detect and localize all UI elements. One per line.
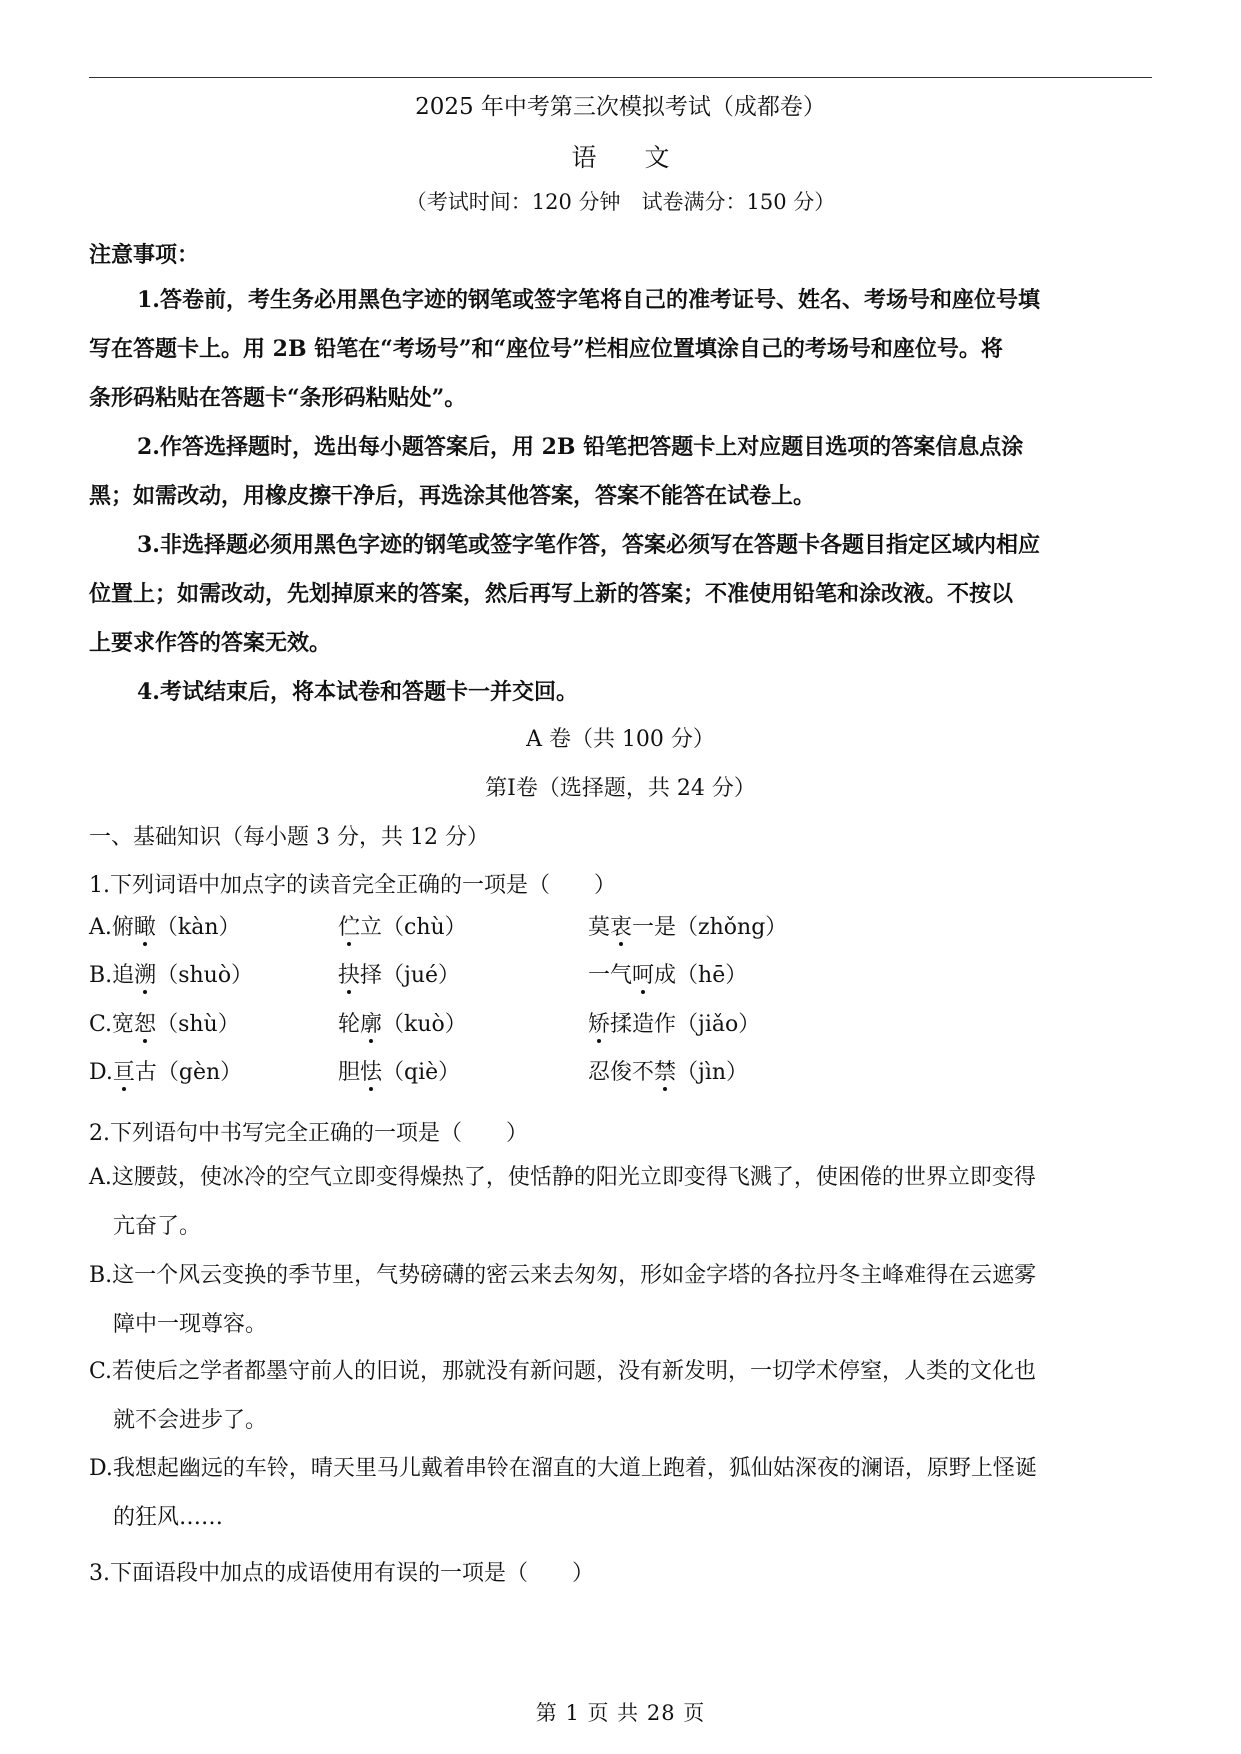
cell-text: C.宽 [89,1012,135,1037]
question-2-stem: 2.下列语句中书写完全正确的一项是（ ） [89,1121,528,1146]
q2-option-b [89,1251,1152,1349]
q1-option-cell [89,910,241,941]
dotted-char: 禁 [654,1055,676,1086]
q1-option-cell [89,958,253,989]
q1-option-cell [588,910,787,941]
option-line: D.我想起幽远的车铃，晴天里马儿戴着串铃在溜直的大道上跑着，狐仙姑深夜的澜语，原野上怪诞 [89,1456,1037,1481]
cell-text: 莫 [588,915,611,940]
cell-text: 胆 [338,1060,361,1085]
option-line: 就不会进步了。 [113,1408,268,1433]
top-rule [89,77,1152,78]
cell-text: 择（jué） [360,963,461,988]
q1-option-cell [338,958,460,989]
notice-item-3-line-3: 上要求作答的答案无效。 [89,630,332,656]
exam-info: （考试时间：120 分钟 试卷满分：150 分） [405,190,836,214]
notice-item-1 [89,276,1152,423]
cell-text: （shuò） [156,963,254,988]
option-line: B.这一个风云变换的季节里，气势磅礴的密云来去匆匆，形如金字塔的各拉丹冬主峰难得在云遮雾 [89,1263,1037,1288]
q1-option-cell [588,1007,760,1038]
cell-text: A.俯 [89,915,134,940]
notice-item-3-line-2: 位置上；如需改动，先划掉原来的答案，然后再写上新的答案；不准使用铅笔和涂改液。不按以 [89,581,1014,607]
notice-item-4 [89,668,1152,717]
exam-title: 2025 年中考第三次模拟考试（成都卷） [415,94,826,120]
notice-item-2 [89,423,1152,521]
section-a-title: A 卷（共 100 分） [526,727,715,752]
cell-text: 揉造作（jiǎo） [610,1012,761,1037]
option-line: 障中一现尊容。 [113,1312,268,1337]
part-one-heading: 一、基础知识（每小题 3 分，共 12 分） [89,825,489,850]
cell-text: 一是（zhǒng） [632,915,788,940]
dotted-char: 呵 [632,958,654,989]
cell-text: 轮 [338,1012,361,1037]
dotted-char: 瞰 [134,910,156,941]
notice-heading: 注意事项： [89,242,200,268]
q1-option-cell [338,1007,467,1038]
q1-option-row-a [89,910,1152,950]
notice-item-1-line-1: 1.答卷前，考生务必用黑色字迹的钢笔或签字笔将自己的准考证号、姓名、考场号和座位号填 [137,287,1040,313]
page-footer: 第 1 页 共 28 页 [535,1701,706,1725]
q1-option-row-d [89,1055,1152,1095]
q1-option-cell [338,910,467,941]
cell-text: （kuò） [382,1012,467,1037]
dotted-char: 衷 [610,910,632,941]
q2-option-a [89,1153,1152,1251]
q1-option-row-b [89,958,1152,998]
question-1-stem: 1.下列词语中加点字的读音完全正确的一项是（ ） [89,873,616,898]
dotted-char: 抉 [338,958,360,989]
cell-text: D. [89,1060,113,1085]
q1-option-cell [89,1055,242,1086]
q1-option-cell [588,1055,748,1086]
cell-text: （jìn） [676,1060,749,1085]
cell-text: 成（hē） [654,963,748,988]
notice-item-1-line-3: 条形码粘贴在答题卡“条形码粘贴处”。 [89,385,467,411]
cell-text: 一气 [588,963,633,988]
q1-option-row-c [89,1007,1152,1047]
notice-item-3 [89,521,1152,668]
notice-item-3-line-1: 3.非选择题必须用黑色字迹的钢笔或签字笔作答，答案必须写在答题卡各题目指定区域内相应 [137,532,1040,558]
dotted-char: 亘 [113,1055,135,1086]
dotted-char: 溯 [134,958,156,989]
q1-option-cell [338,1055,460,1086]
cell-text: （qiè） [382,1060,461,1085]
option-line: 的狂风…… [113,1505,224,1530]
q2-option-d [89,1444,1152,1542]
cell-text: 忍俊不 [588,1060,655,1085]
option-line: A.这腰鼓，使冰冷的空气立即变得燥热了，使恬静的阳光立即变得飞溅了，使困倦的世界立即变得 [89,1165,1036,1190]
q1-option-cell [89,1007,240,1038]
section-i-title: 第Ⅰ卷（选择题，共 24 分） [485,776,756,801]
notice-item-2-line-1: 2.作答选择题时，选出每小题答案后，用 2B 铅笔把答题卡上对应题目选项的答案信息点涂 [137,434,1024,460]
cell-text: （kàn） [155,915,241,940]
option-line: C.若使后之学者都墨守前人的旧说，那就没有新问题，没有新发明，一切学术停窒，人类的文化也 [89,1359,1037,1384]
dotted-char: 伫 [338,910,360,941]
q2-option-c [89,1347,1152,1445]
notice-item-2-line-2: 黑；如需改动，用橡皮擦干净后，再选涂其他答案，答案不能答在试卷上。 [89,483,816,509]
question-3-stem: 3.下面语段中加点的成语使用有误的一项是（ ） [89,1561,594,1586]
dotted-char: 廓 [360,1007,382,1038]
notice-item-1-line-2: 写在答题卡上。用 2B 铅笔在“考场号”和“座位号”栏相应位置填涂自己的考场号和座位号。将 [89,336,1003,362]
cell-text: （shù） [156,1012,240,1037]
option-line: 亢奋了。 [113,1214,202,1239]
cell-text: 古（gèn） [134,1060,243,1085]
dotted-char: 恕 [134,1007,156,1038]
q1-option-cell [588,958,747,989]
dotted-char: 怯 [360,1055,382,1086]
subject-title: 语 文 [571,143,690,172]
cell-text: 立（chù） [360,915,467,940]
dotted-char: 矫 [588,1007,610,1038]
notice-item-4-line-1: 4.考试结束后，将本试卷和答题卡一并交回。 [137,679,578,705]
cell-text: B.追 [89,963,135,988]
